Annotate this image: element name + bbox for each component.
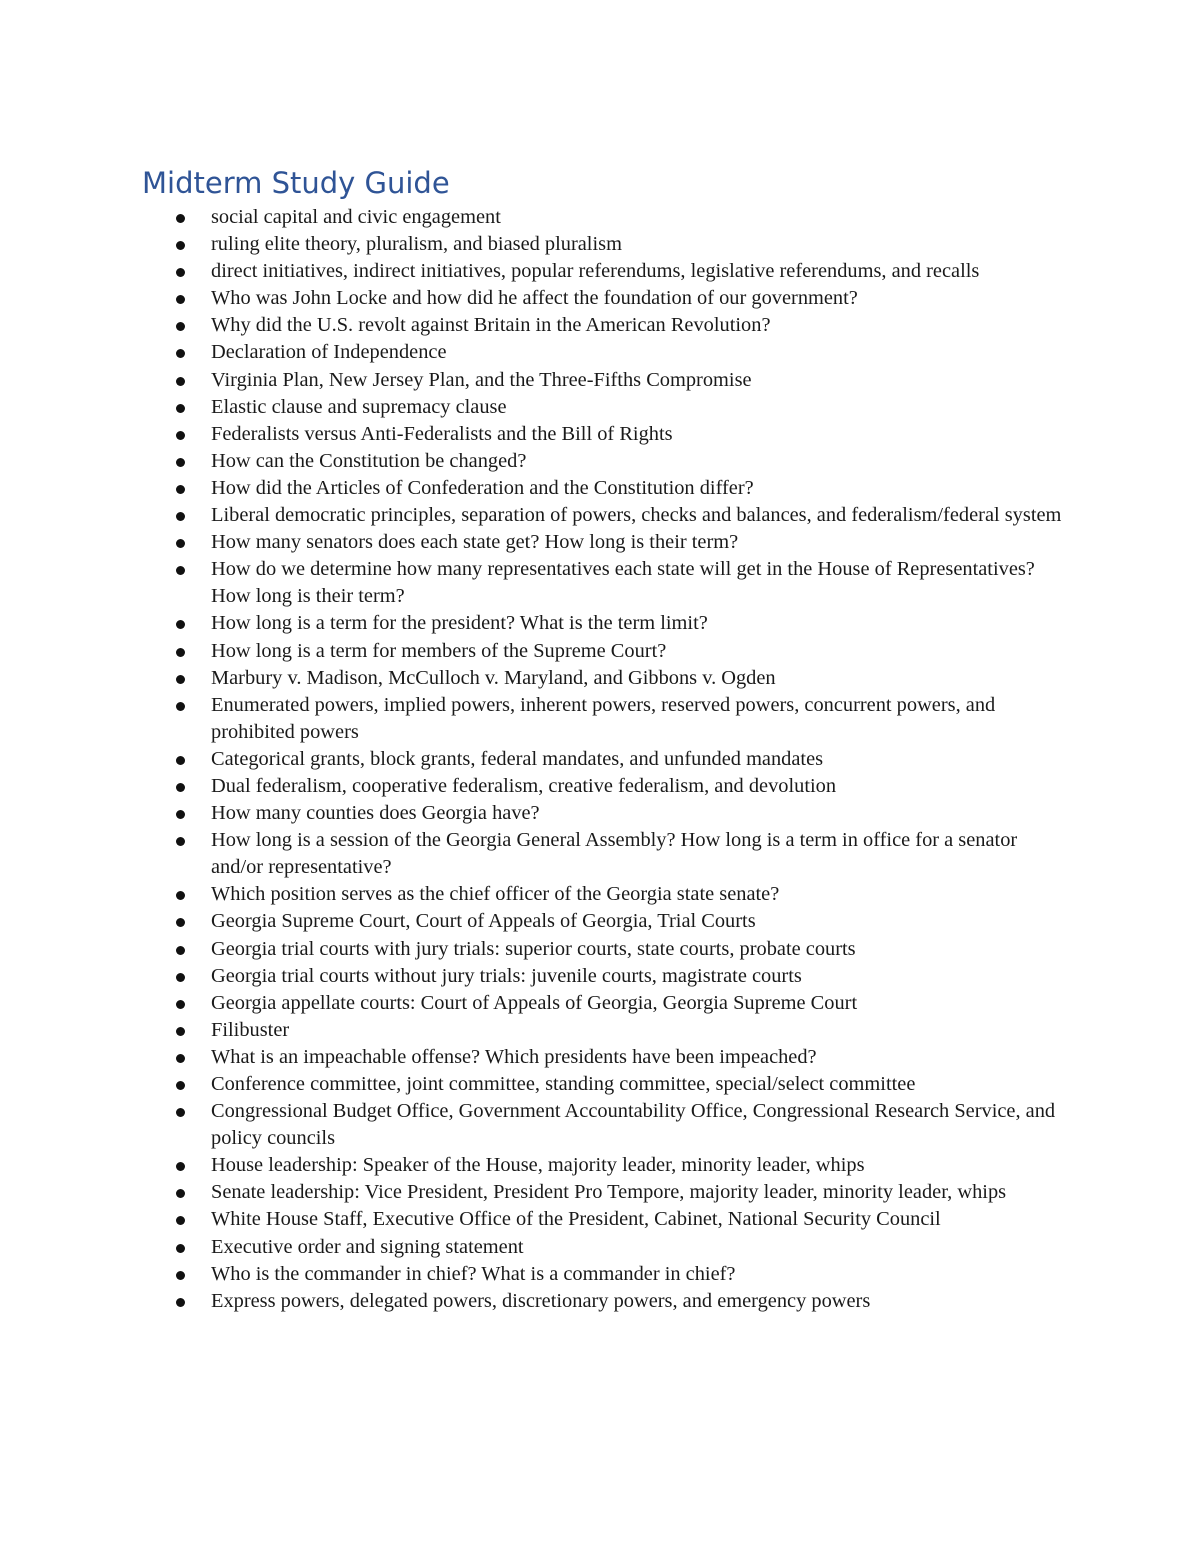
list-item-text: Executive order and signing statement bbox=[211, 1235, 524, 1258]
list-item bbox=[0, 556, 1071, 610]
list-item-text: ruling elite theory, pluralism, and biased pluralism bbox=[211, 233, 622, 256]
bullet-icon bbox=[176, 1027, 185, 1036]
bullet-icon bbox=[176, 1081, 185, 1090]
bullet-icon bbox=[176, 1054, 185, 1063]
list-item-text: Filibuster bbox=[211, 1018, 290, 1041]
list-item bbox=[0, 502, 1071, 529]
list-item bbox=[0, 881, 1071, 908]
bullet-icon bbox=[176, 268, 185, 277]
bullet-icon bbox=[176, 620, 185, 629]
list-item bbox=[0, 610, 1071, 637]
bullet-icon bbox=[176, 349, 185, 358]
list-item bbox=[0, 936, 1071, 963]
bullet-icon bbox=[176, 431, 185, 440]
list-item bbox=[0, 258, 1071, 285]
bullet-icon bbox=[176, 810, 185, 819]
list-item-text: Declaration of Independence bbox=[211, 341, 447, 364]
list-item-text: Conference committee, joint committee, standing committee, special/select committee bbox=[211, 1073, 916, 1095]
list-item bbox=[0, 665, 1071, 692]
list-item bbox=[0, 692, 1071, 746]
list-item-text: Georgia trial courts without jury trials: juvenile courts, magistrate courts bbox=[211, 964, 802, 987]
list-item-text: Express powers, delegated powers, discretionary powers, and emergency powers bbox=[211, 1289, 871, 1312]
list-item bbox=[0, 367, 1071, 394]
list-item-text: House leadership: Speaker of the House, majority leader, minority leader, whips bbox=[211, 1154, 865, 1177]
bullet-icon bbox=[176, 783, 185, 792]
bullet-icon bbox=[176, 973, 185, 982]
page-title: Midterm Study Guide bbox=[142, 166, 450, 200]
list-item bbox=[0, 1098, 1071, 1152]
bullet-icon bbox=[176, 1271, 185, 1280]
list-item-text: Virginia Plan, New Jersey Plan, and the Three-Fifths Compromise bbox=[211, 368, 752, 391]
bullet-icon bbox=[176, 1216, 185, 1225]
bullet-icon bbox=[176, 214, 185, 223]
list-item-text: How did the Articles of Confederation and the Constitution differ? bbox=[211, 476, 754, 499]
list-item bbox=[0, 285, 1071, 312]
list-item bbox=[0, 1234, 1071, 1261]
list-item bbox=[0, 448, 1071, 475]
list-item-text: Why did the U.S. revolt against Britain in the American Revolution? bbox=[211, 314, 771, 337]
bullet-icon bbox=[176, 1298, 185, 1307]
list-item-text: Congressional Budget Office, Government Accountability Office, Congressional Research Service, and policy councils bbox=[211, 1100, 1056, 1150]
list-item bbox=[0, 312, 1071, 339]
list-item-text: How can the Constitution be changed? bbox=[211, 449, 527, 472]
list-item-text: Georgia Supreme Court, Court of Appeals of Georgia, Trial Courts bbox=[211, 910, 756, 933]
list-item bbox=[0, 529, 1071, 556]
bullet-icon bbox=[176, 485, 185, 494]
list-item-text: Dual federalism, cooperative federalism, creative federalism, and devolution bbox=[211, 774, 837, 797]
list-item-text: direct initiatives, indirect initiatives, popular referendums, legislative referendums, and recalls bbox=[211, 260, 980, 283]
bullet-icon bbox=[176, 539, 185, 548]
list-item-text: How long is a term for members of the Supreme Court? bbox=[211, 639, 667, 662]
list-item-text: Who is the commander in chief? What is a commander in chief? bbox=[211, 1262, 736, 1285]
list-item-text: Categorical grants, block grants, federal mandates, and unfunded mandates bbox=[211, 747, 824, 770]
list-item bbox=[0, 475, 1071, 502]
list-item bbox=[0, 1288, 1071, 1315]
bullet-icon bbox=[176, 918, 185, 927]
list-item-text: What is an impeachable offense? Which presidents have been impeached? bbox=[211, 1045, 817, 1068]
list-item bbox=[0, 827, 1071, 881]
list-item-text: Georgia trial courts with jury trials: superior courts, state courts, probate courts bbox=[211, 937, 856, 960]
list-item-text: Elastic clause and supremacy clause bbox=[211, 395, 507, 418]
list-item-text: Senate leadership: Vice President, President Pro Tempore, majority leader, minority leader, whips bbox=[211, 1181, 1007, 1204]
bullet-icon bbox=[176, 1000, 185, 1009]
list-item-text: White House Staff, Executive Office of the President, Cabinet, National Security Council bbox=[211, 1208, 941, 1231]
list-item bbox=[0, 394, 1071, 421]
bullet-icon bbox=[176, 458, 185, 467]
list-item-text: social capital and civic engagement bbox=[211, 206, 501, 228]
bullet-icon bbox=[176, 1189, 185, 1198]
bullet-icon bbox=[176, 756, 185, 765]
list-item bbox=[0, 1206, 1071, 1233]
bullet-icon bbox=[176, 837, 185, 846]
list-item bbox=[0, 1071, 1071, 1098]
list-item-text: Enumerated powers, implied powers, inherent powers, reserved powers, concurrent powers, and prohibited powers bbox=[211, 693, 996, 743]
list-item-text: How many senators does each state get? How long is their term? bbox=[211, 531, 739, 554]
bullet-icon bbox=[176, 648, 185, 657]
bullet-icon bbox=[176, 1162, 185, 1171]
bullet-icon bbox=[176, 377, 185, 386]
list-item-text: How long is a term for the president? What is the term limit? bbox=[211, 612, 708, 635]
list-item-text: How many counties does Georgia have? bbox=[211, 802, 540, 825]
list-item bbox=[0, 746, 1071, 773]
bullet-icon bbox=[176, 322, 185, 331]
bullet-icon bbox=[176, 1108, 185, 1117]
list-item bbox=[0, 908, 1071, 935]
list-item-text: Who was John Locke and how did he affect the foundation of our government? bbox=[211, 287, 858, 310]
list-item bbox=[0, 339, 1071, 366]
list-item-text: How do we determine how many representatives each state will get in the House of Representatives? How long is their term? bbox=[211, 558, 1035, 608]
bullet-icon bbox=[176, 404, 185, 413]
list-item bbox=[0, 800, 1071, 827]
list-item bbox=[0, 1261, 1071, 1288]
list-item bbox=[0, 1044, 1071, 1071]
list-item bbox=[0, 1152, 1071, 1179]
list-item bbox=[0, 231, 1071, 258]
bullet-icon bbox=[176, 512, 185, 521]
bullet-icon bbox=[176, 1244, 185, 1253]
bullet-icon bbox=[176, 566, 185, 575]
list-item bbox=[0, 773, 1071, 800]
list-item bbox=[0, 1179, 1071, 1206]
bullet-icon bbox=[176, 946, 185, 955]
bullet-icon bbox=[176, 295, 185, 304]
list-item bbox=[0, 963, 1071, 990]
list-item-text: How long is a session of the Georgia General Assembly? How long is a term in office for a senator and/or representative? bbox=[211, 829, 1018, 879]
study-guide-list bbox=[0, 204, 1200, 1315]
list-item bbox=[0, 990, 1071, 1017]
list-item bbox=[0, 204, 1071, 231]
list-item-text: Which position serves as the chief officer of the Georgia state senate? bbox=[211, 883, 780, 906]
list-item-text: Federalists versus Anti-Federalists and the Bill of Rights bbox=[211, 422, 673, 445]
list-item-text: Liberal democratic principles, separation of powers, checks and balances, and federalism/federal system bbox=[211, 504, 1062, 527]
bullet-icon bbox=[176, 241, 185, 250]
list-item bbox=[0, 421, 1071, 448]
list-item bbox=[0, 638, 1071, 665]
list-item bbox=[0, 1017, 1071, 1044]
bullet-icon bbox=[176, 702, 185, 711]
bullet-icon bbox=[176, 675, 185, 684]
list-item-text: Georgia appellate courts: Court of Appeals of Georgia, Georgia Supreme Court bbox=[211, 991, 858, 1014]
list-item-text: Marbury v. Madison, McCulloch v. Maryland, and Gibbons v. Ogden bbox=[211, 666, 776, 689]
bullet-icon bbox=[176, 891, 185, 900]
